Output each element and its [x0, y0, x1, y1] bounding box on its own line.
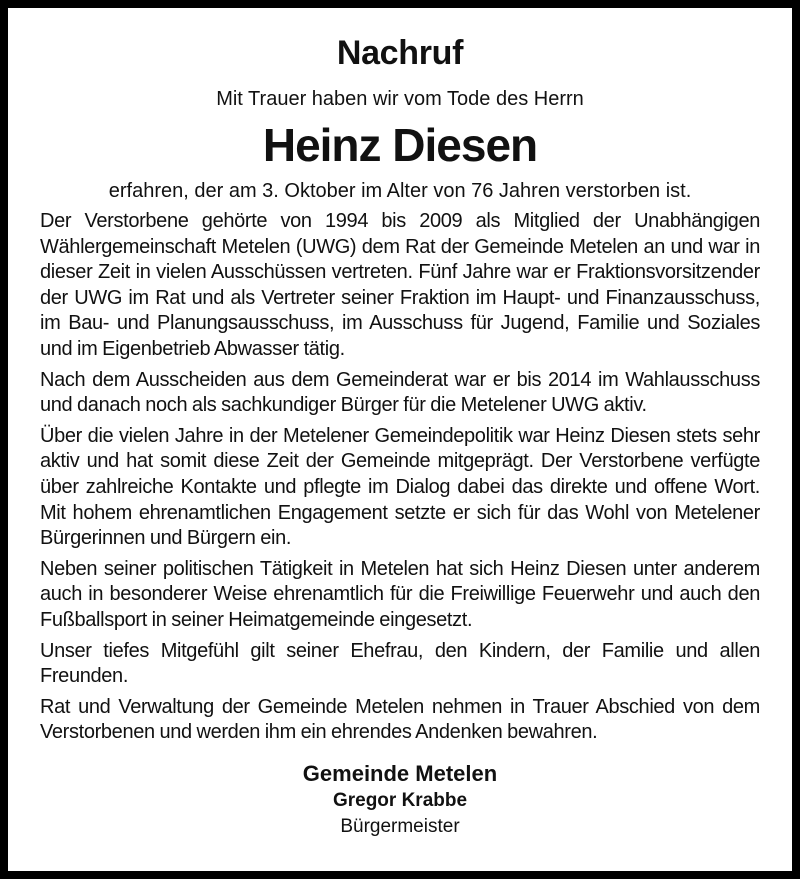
notice-content: [40, 30, 760, 840]
notice-intro: Mit Trauer haben wir vom Tode des Herrn: [216, 88, 584, 110]
deceased-name: Heinz Diesen: [262, 119, 538, 171]
signature-person: Gregor Krabbe: [332, 789, 468, 811]
signature-role: Bürgermeister: [340, 815, 460, 837]
paragraph-volunteering: Neben seiner politischen Tätigkeit in Metelen hat sich Heinz Diesen unter anderem auch in besonderer Weise ehrenamtlich für die Freiwillige Feuerwehr und auch den Fußballsport in seiner Heimatgemeinde eingesetzt.: [40, 557, 760, 631]
notice-body: [40, 209, 760, 746]
notice-subline: erfahren, der am 3. Oktober im Alter von 76 Jahren verstorben ist.: [108, 180, 692, 202]
paragraph-later-role: Nach dem Ausscheiden aus dem Gemeinderat war er bis 2014 im Wahlausschuss und danach noch als sachkundiger Bürger für die Metelener UWG aktiv.: [40, 368, 760, 417]
paragraph-farewell: Rat und Verwaltung der Gemeinde Metelen nehmen in Trauer Abschied von dem Verstorbenen und werden ihm ein ehrendes Andenken bewahren.: [40, 695, 760, 744]
signature-organization: Gemeinde Metelen: [302, 760, 498, 786]
signature-block: [40, 760, 760, 840]
paragraph-condolences: Unser tiefes Mitgefühl gilt seiner Ehefrau, den Kindern, der Familie und allen Freunden.: [40, 639, 760, 688]
paragraph-career: Der Verstorbene gehörte von 1994 bis 2009 als Mitglied der Unabhängigen Wählergemeinschaft Metelen (UWG) dem Rat der Gemeinde Metelen an und war in dieser Zeit in vielen Ausschüssen vertreten. Fünf Jahre war er Fraktionsvorsitzender der UWG im Rat und als Vertreter seiner Fraktion im Haupt- und Finanzausschuss, im Bau- und Planungsausschuss, im Ausschuss für Jugend, Familie und Soziales und im Eigenbetrieb Abwasser tätig.: [40, 210, 760, 360]
paragraph-engagement: Über die vielen Jahre in der Metelener Gemeindepolitik war Heinz Diesen stets sehr aktiv und hat somit diese Zeit der Gemeinde mitgeprägt. Der Verstorbene verfügte über zahlreiche Kontakte und pflegte im Dialog dabei das direkte und offene Wort. Mit hohem ehrenamtlichen Engagement setzte er sich für das Wohl von Metelener Bürgerinnen und Bürgern ein.: [40, 424, 760, 550]
notice-title: Nachruf: [336, 34, 464, 72]
